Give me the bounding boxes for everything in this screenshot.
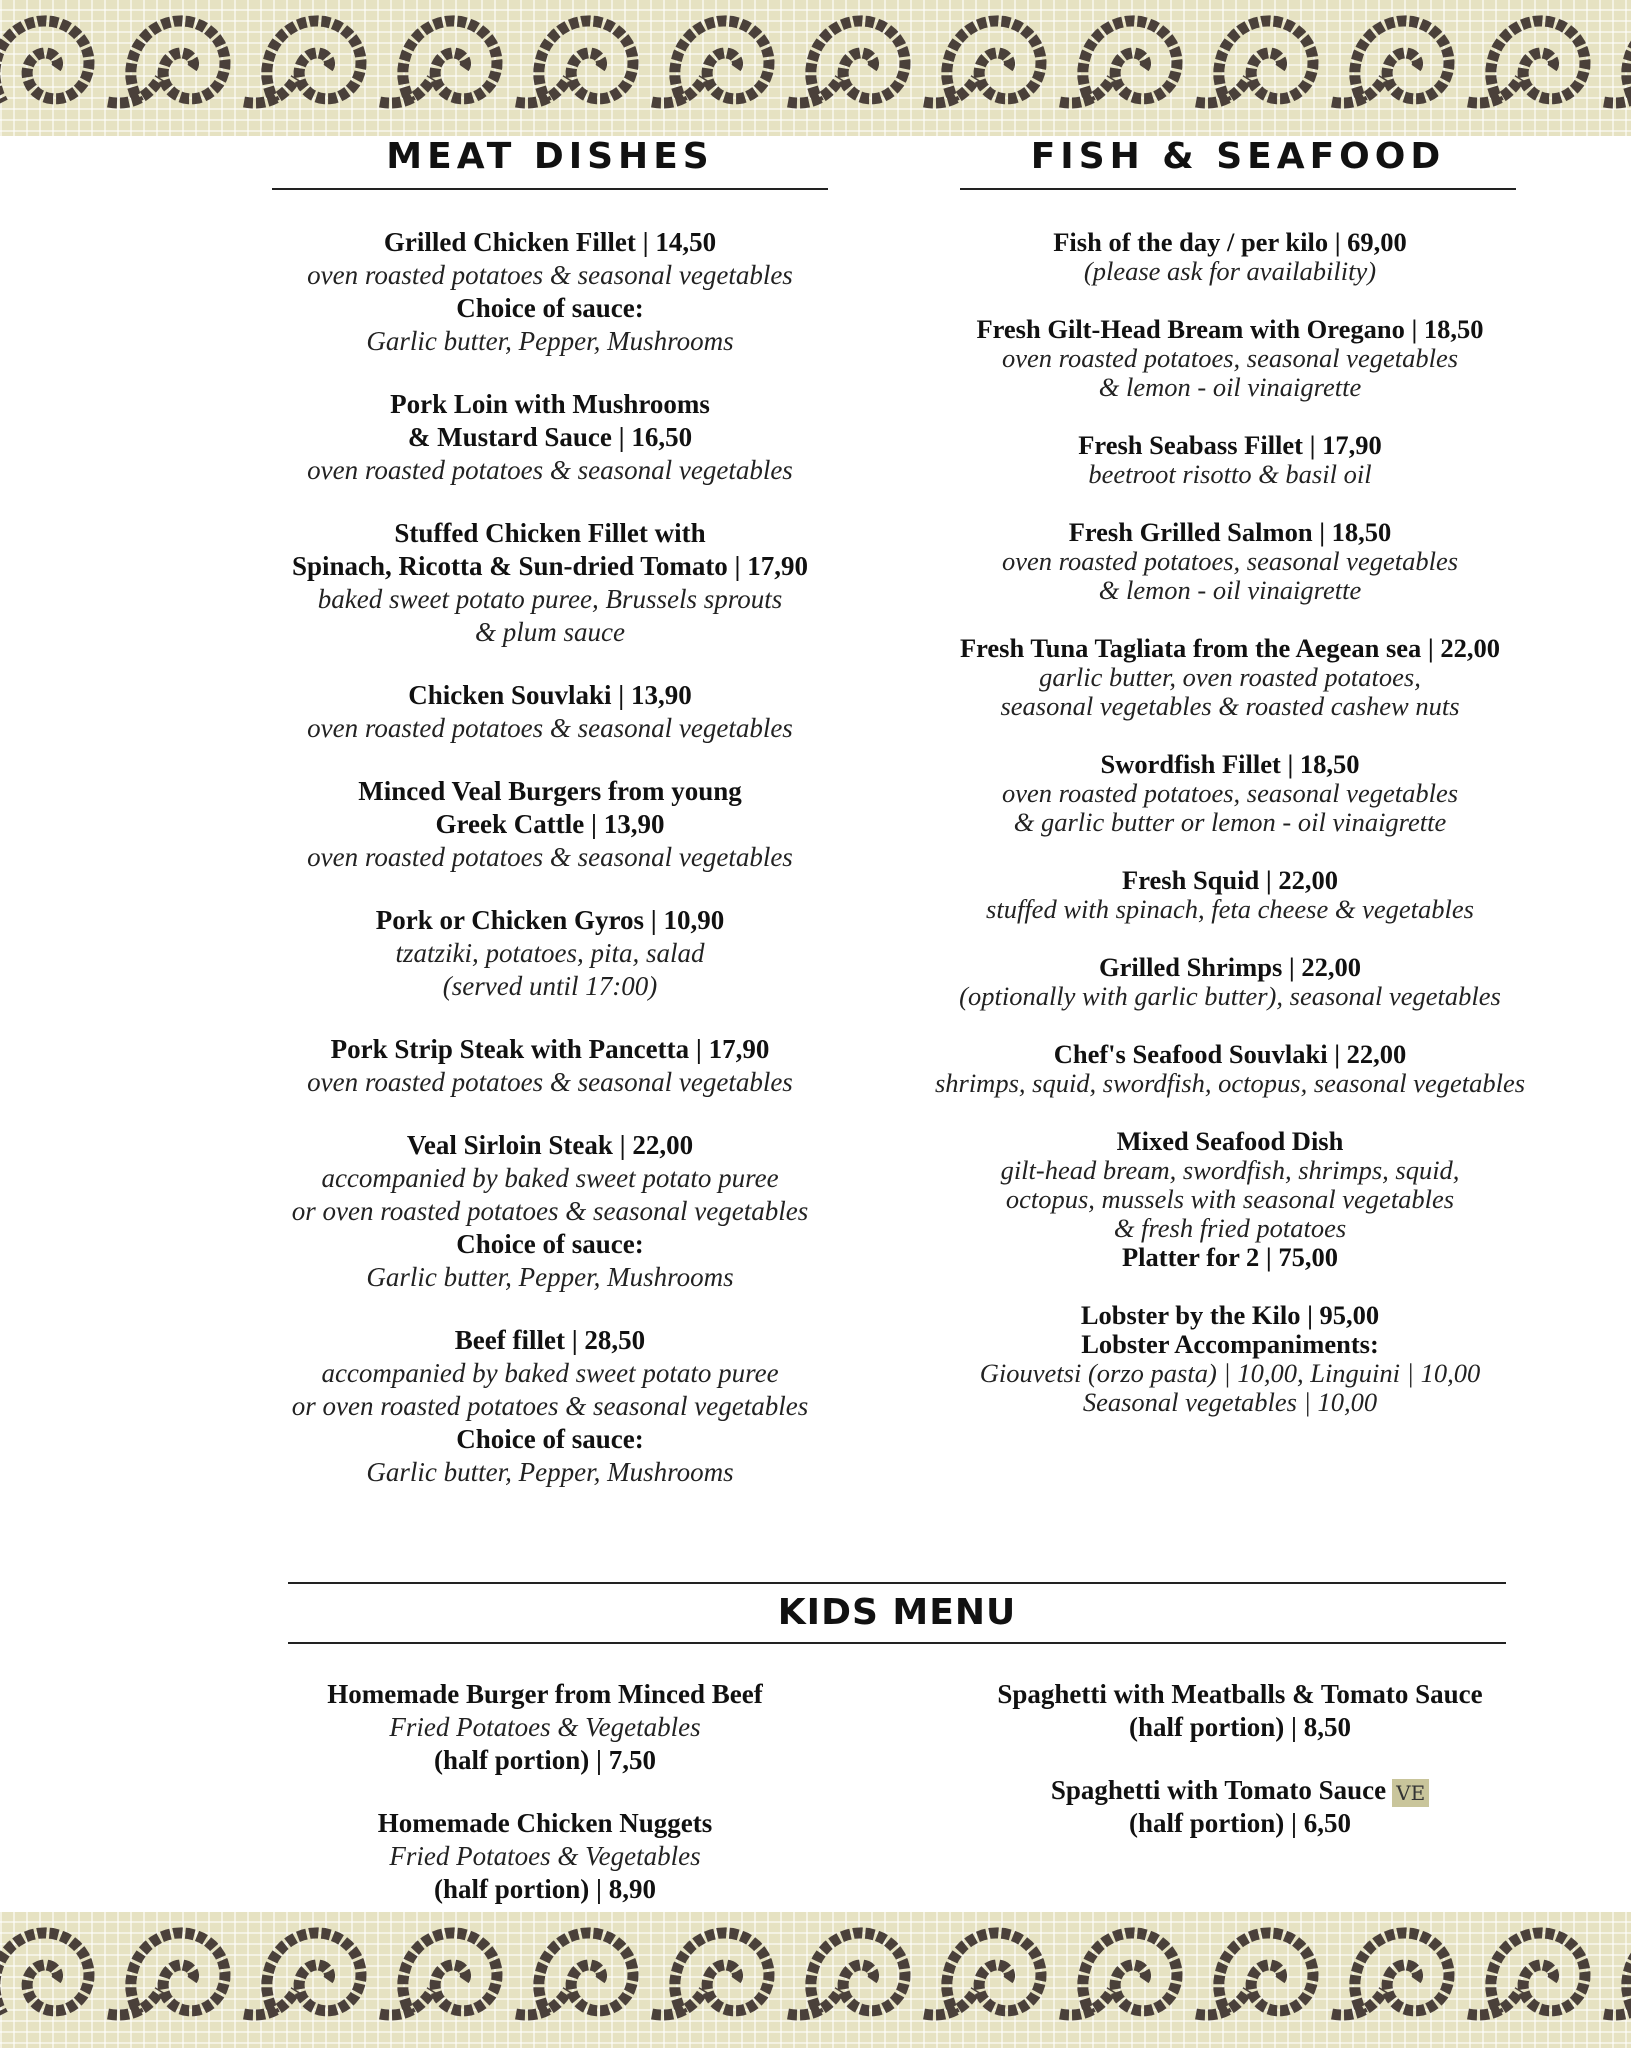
dish-name: Fresh Seabass Fillet | 17,90: [1078, 430, 1382, 460]
menu-item: [250, 1129, 850, 1294]
dish-name: Pork Strip Steak with Pancetta | 17,90: [330, 1034, 770, 1064]
wave-scroll-pattern-top: [0, 0, 1631, 136]
wave-scroll-pattern-bottom: [0, 1912, 1631, 2048]
dish-subheading: (half portion) | 8,90: [434, 1874, 656, 1904]
dish-description: & lemon - oil vinaigrette: [1098, 575, 1362, 605]
dish-description: accompanied by baked sweet potato puree: [321, 1358, 779, 1388]
dish-name: Beef fillet | 28,50: [454, 1325, 646, 1355]
dish-subheading: Platter for 2 | 75,00: [1121, 1242, 1339, 1272]
wave-spiral: [0, 1933, 89, 2014]
dish-name: Greek Cattle | 13,90: [435, 809, 665, 839]
dish-name: & Mustard Sauce | 16,50: [407, 422, 693, 452]
menu-item: [890, 431, 1570, 489]
dish-name: Spaghetti with Tomato Sauce VE: [920, 1774, 1560, 1807]
dish-description: oven roasted potatoes, seasonal vegetables: [1001, 343, 1459, 373]
dish-sauce-options: Garlic butter, Pepper, Mushrooms: [366, 1457, 734, 1487]
dish-description: garlic butter, oven roasted potatoes,: [1039, 662, 1421, 692]
dish-name: Spaghetti with Meatballs & Tomato Sauce: [997, 1679, 1483, 1709]
dish-description: octopus, mussels with seasonal vegetables: [1005, 1184, 1455, 1214]
dish-description: shrimps, squid, swordfish, octopus, seasonal vegetables: [934, 1068, 1526, 1098]
dish-name: Swordfish Fillet | 18,50: [1100, 749, 1360, 779]
dish-description: beetroot risotto & basil oil: [1088, 459, 1372, 489]
dish-name: Fresh Tuna Tagliata from the Aegean sea | 22,00: [959, 633, 1501, 663]
menu-item: [890, 866, 1570, 924]
dish-name: Grilled Shrimps | 22,00: [1098, 952, 1362, 982]
dish-description: oven roasted potatoes & seasonal vegetables: [307, 713, 793, 743]
meat-dishes-title: MEAT DISHES: [386, 136, 714, 177]
menu-item: [890, 634, 1570, 721]
dish-name: Fish of the day / per kilo | 69,00: [1053, 227, 1407, 257]
dish-subheading: Choice of sauce:: [456, 1229, 644, 1259]
menu-item: [890, 518, 1570, 605]
dish-name: Grilled Chicken Fillet | 14,50: [383, 227, 717, 257]
dish-name: Fresh Gilt-Head Bream with Oregano | 18,50: [976, 314, 1484, 344]
fish-seafood-title: FISH & SEAFOOD: [1030, 136, 1446, 177]
dish-description: Fried Potatoes & Vegetables: [389, 1712, 701, 1742]
dish-description: Seasonal vegetables | 10,00: [1082, 1387, 1378, 1417]
wave-spiral: [1627, 21, 1631, 102]
dish-name: Minced Veal Burgers from young: [358, 776, 742, 806]
dish-name: Veal Sirloin Steak | 22,00: [406, 1130, 694, 1160]
dish-description: gilt-head bream, swordfish, shrimps, squid,: [1000, 1155, 1460, 1185]
menu-item: [240, 1678, 850, 1777]
dish-name: Mixed Seafood Dish: [1116, 1126, 1344, 1156]
menu-item: [890, 750, 1570, 837]
menu-item: [890, 315, 1570, 402]
menu-item: [920, 1678, 1560, 1744]
dish-name: Pork or Chicken Gyros | 10,90: [375, 905, 725, 935]
dish-description: oven roasted potatoes & seasonal vegetables: [307, 260, 793, 290]
bottom-mosaic-border: [0, 1912, 1631, 2048]
dish-name: Chicken Souvlaki | 13,90: [408, 680, 692, 710]
wave-spiral: [0, 21, 89, 102]
dish-subheading: (half portion) | 6,50: [1129, 1808, 1351, 1838]
dish-name: Homemade Chicken Nuggets: [377, 1808, 713, 1838]
meat-dishes-list: [250, 226, 850, 1519]
dish-description: oven roasted potatoes, seasonal vegetables: [1001, 546, 1459, 576]
dish-description: oven roasted potatoes, seasonal vegetables: [1001, 778, 1459, 808]
wave-spiral: [1627, 1933, 1631, 2014]
menu-item: [890, 1040, 1570, 1098]
dish-description: or oven roasted potatoes & seasonal vegetables: [291, 1391, 809, 1421]
kids-bottom-rule: [288, 1642, 1506, 1644]
menu-item: [250, 1033, 850, 1099]
menu-item: [240, 1807, 850, 1906]
dish-description: & lemon - oil vinaigrette: [1098, 372, 1362, 402]
menu-item: [250, 904, 850, 1003]
dish-description: oven roasted potatoes & seasonal vegetables: [307, 455, 793, 485]
dish-description: tzatziki, potatoes, pita, salad: [395, 938, 705, 968]
dish-description: & fresh fried potatoes: [1113, 1213, 1347, 1243]
kids-menu-title: KIDS MENU: [777, 1592, 1017, 1633]
dish-description: baked sweet potato puree, Brussels sprouts: [317, 584, 783, 614]
kids-menu-right-list: [920, 1678, 1560, 1870]
dish-name: Homemade Burger from Minced Beef: [327, 1679, 763, 1709]
menu-item: [920, 1774, 1560, 1840]
fish-seafood-list: [890, 228, 1570, 1446]
dish-description: or oven roasted potatoes & seasonal vegetables: [291, 1196, 809, 1226]
fish-title-rule: [960, 188, 1516, 190]
dish-description: seasonal vegetables & roasted cashew nuts: [1000, 691, 1460, 721]
menu-item: [250, 388, 850, 487]
dish-description: & garlic butter or lemon - oil vinaigrette: [1013, 807, 1447, 837]
dish-subheading: (half portion) | 7,50: [434, 1745, 656, 1775]
dish-sauce-options: Garlic butter, Pepper, Mushrooms: [366, 1262, 734, 1292]
menu-item: [890, 228, 1570, 286]
menu-item: [250, 1324, 850, 1489]
dish-name: Lobster by the Kilo | 95,00: [1080, 1300, 1380, 1330]
menu-item: [890, 1127, 1570, 1272]
dish-description: (please ask for availability): [1083, 256, 1377, 286]
dish-description: accompanied by baked sweet potato puree: [321, 1163, 779, 1193]
dish-description: Fried Potatoes & Vegetables: [389, 1841, 701, 1871]
dish-sauce-options: Garlic butter, Pepper, Mushrooms: [366, 326, 734, 356]
menu-item: [890, 953, 1570, 1011]
dish-name: Spinach, Ricotta & Sun-dried Tomato | 17,90: [291, 551, 809, 581]
kids-menu-left-list: [240, 1678, 850, 1936]
dish-name: Chef's Seafood Souvlaki | 22,00: [1053, 1039, 1407, 1069]
dish-subheading: Choice of sauce:: [456, 293, 644, 323]
dish-description: Giouvetsi (orzo pasta) | 10,00, Linguini | 10,00: [979, 1358, 1481, 1388]
menu-item: [250, 226, 850, 358]
dish-description: (optionally with garlic butter), seasonal vegetables: [959, 981, 1501, 1011]
dish-name: Fresh Squid | 22,00: [1122, 865, 1338, 895]
dish-subheading: (half portion) | 8,50: [1129, 1712, 1351, 1742]
menu-item: [890, 1301, 1570, 1417]
top-mosaic-border: [0, 0, 1631, 136]
dish-subheading: Choice of sauce:: [456, 1424, 644, 1454]
dish-description: (served until 17:00): [442, 971, 658, 1001]
dish-description: oven roasted potatoes & seasonal vegetables: [307, 842, 793, 872]
menu-item: [250, 517, 850, 649]
dish-name: Lobster Accompaniments:: [1081, 1329, 1379, 1359]
vegan-badge-icon: VE: [1392, 1779, 1429, 1807]
menu-item: [250, 679, 850, 745]
kids-top-rule: [288, 1582, 1506, 1584]
menu-item: [250, 775, 850, 874]
meat-title-rule: [272, 188, 828, 190]
dish-description: & plum sauce: [475, 617, 625, 647]
dish-description: oven roasted potatoes & seasonal vegetables: [307, 1067, 793, 1097]
dish-name: Stuffed Chicken Fillet with: [394, 518, 706, 548]
dish-name: Fresh Grilled Salmon | 18,50: [1068, 517, 1392, 547]
dish-name: Pork Loin with Mushrooms: [390, 389, 710, 419]
dish-description: stuffed with spinach, feta cheese & vegetables: [986, 894, 1474, 924]
